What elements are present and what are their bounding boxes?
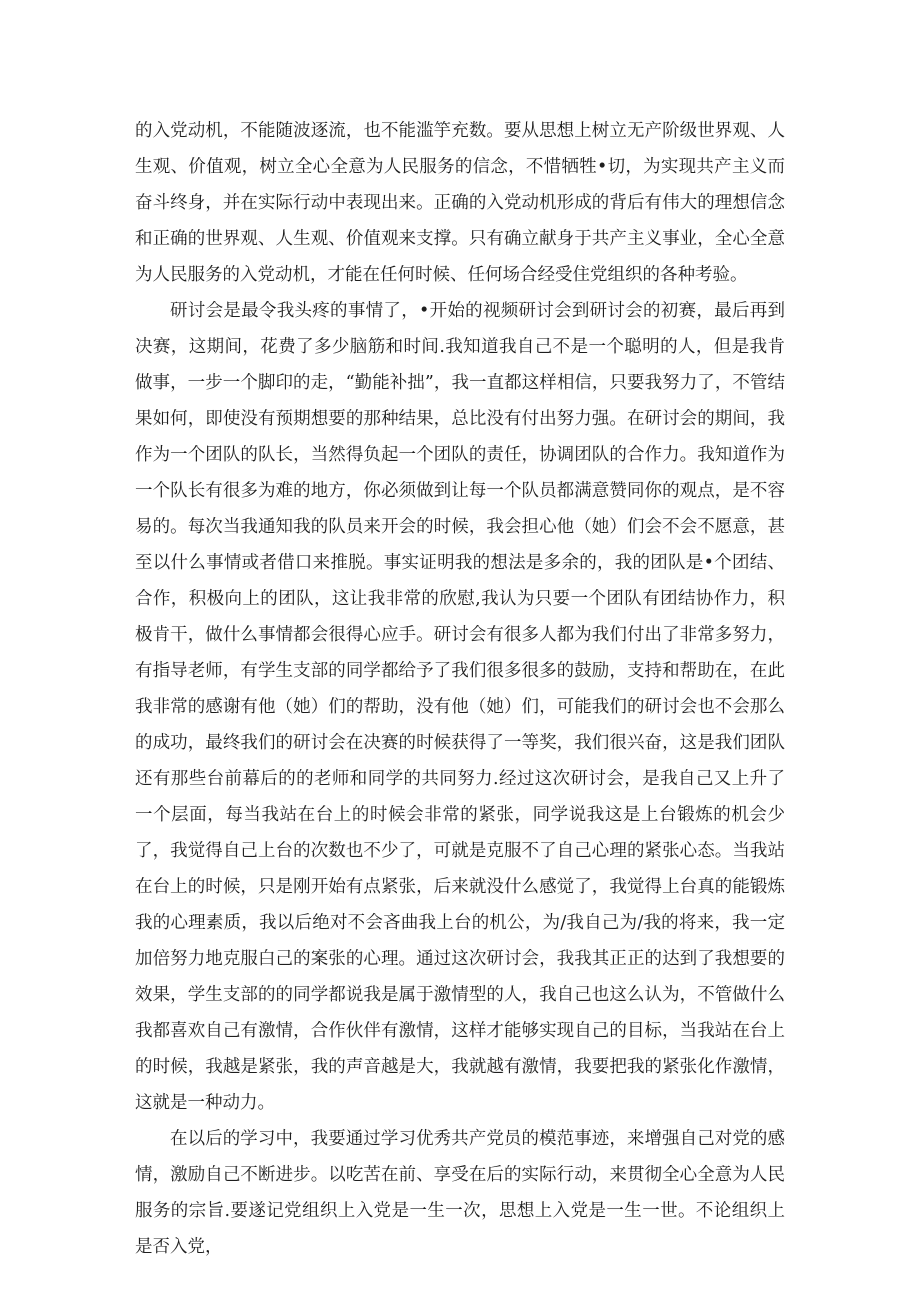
document-body: [135, 113, 785, 1265]
paragraph-2: 研讨会是最令我头疼的事情了，•开始的视频研讨会到研讨会的初赛，最后再到决赛，这期间，花费了多少脑筋和时间.我知道我自己不是一个聪明的人，但是我肯做事，一步一个脚印的走，“勤能补拙”，我一直都这样相信，只要我努力了，不管结果如何，即使没有预期想要的那种结果，总比没有付出努力强。在研讨会的期间，我作为一个团队的队长，当然得负起一个团队的责任，协调团队的合作力。我知道作为一个队长有很多为难的地方，你必须做到让每一个队员都满意赞同你的观点，是不容易的。每次当我通知我的队员来开会的时候，我会担心他（她）们会不会不愿意，甚至以什么事情或者借口来推脱。事实证明我的想法是多余的，我的团队是•个团结、合作，积极向上的团队，这让我非常的欣慰,我认为只要一个团队有团结协作力，积极肯干，做什么事情都会很得心应手。研讨会有很多人都为我们付出了非常多努力，有指导老师，有学生支部的同学都给予了我们很多很多的鼓励，支持和帮助在，在此我非常的感谢有他（她）们的帮助，没有他（她）们，可能我们的研讨会也不会那么的成功，最终我们的研讨会在决赛的时候获得了一等奖，我们很兴奋，这是我们团队还有那些台前幕后的的老师和同学的共同努力.经过这次研讨会，是我自己又上升了一个层面，每当我站在台上的时候会非常的紧张，同学说我这是上台锻炼的机会少了，我觉得自己上台的次数也不少了，可就是克服不了自己心理的紧张心态。当我站在台上的时候，只是刚开始有点紧张，后来就没什么感觉了，我觉得上台真的能锻炼我的心理素质，我以后绝对不会吝曲我上台的机公，为/我自己为/我的将来，我一定加倍努力地克服白己的案张的心理。通过这次研讨会，我我其正正的达到了我想要的效果，学生支部的的同学都说我是属于激情型的人，我自己也这么认为，不管做什么我都喜欢自己有激情，合作伙伴有激情，这样才能够实现自己的目标，当我站在台上的时候，我越是紧张，我的声音越是大，我就越有激情，我要把我的紧张化作激情，这就是一种动力。: [135, 301, 785, 1113]
paragraph-3: 在以后的学习中，我要通过学习优秀共产党员的模范事迹，来增强自己对党的感情，激励自己不断进步。以吃苦在前、享受在后的实际行动，来贯彻全心全意为人民服务的宗旨.要遂记党组织上入党是一生一次，思想上入党是一生一世。不论组织上是否入党，: [135, 1129, 785, 1257]
paragraph-1: 的入党动机，不能随波逐流，也不能滥竽充数。要从思想上树立无产阶级世界观、人生观、价值观，树立全心全意为人民服务的信念，不惜牺牲•切，为实现共产主义而奋斗终身，并在实际行动中表现出来。正确的入党动机形成的背后有伟大的理想信念和正确的世界观、人生观、价值观来支撑。只有确立献身于共产主义事业，全心全意为人民服务的入党动机，才能在任何时候、任何场合经受住党组织的各种考验。: [135, 121, 785, 285]
